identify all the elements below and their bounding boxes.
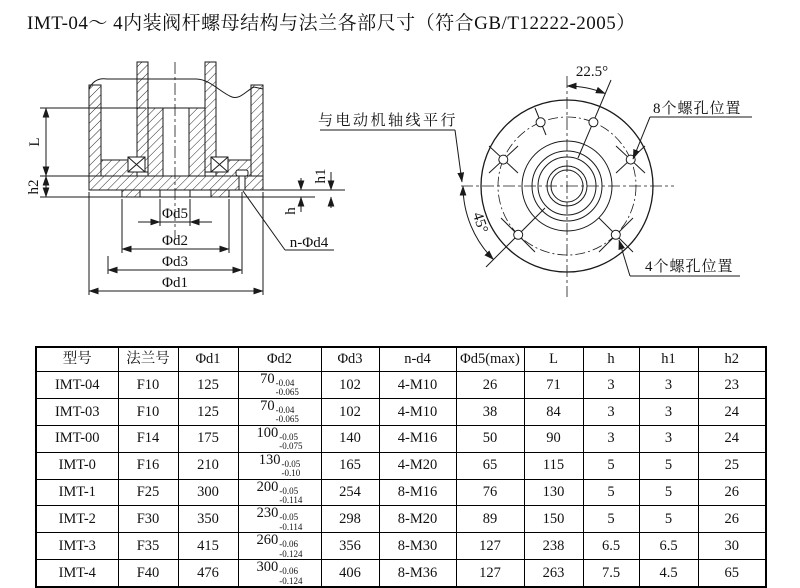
col-d5max: Φd5(max)	[456, 347, 524, 372]
dim-label-d5: Φd5	[162, 206, 188, 222]
bearing-right	[211, 157, 228, 172]
table-header-row	[36, 347, 766, 372]
flange-labels	[318, 64, 742, 275]
table-row: IMT-03 F10 125 70 -0.04 -0.065 102 4-M10 38 84 3 3 24	[36, 398, 766, 425]
page-title: IMT-04～ 4内装阀杆螺母结构与法兰各部尺寸（符合GB/T12222-2005）	[27, 13, 636, 34]
angle-arc-22-5	[567, 86, 605, 94]
dim-label-nd4: n-Φd4	[289, 235, 329, 251]
col-L: L	[524, 347, 583, 372]
table-row: IMT-04 F10 125 70 -0.04 -0.065 102 4-M10 26 71 3 3 23	[36, 372, 766, 399]
col-d1: Φd1	[178, 347, 238, 372]
bearing-left	[128, 157, 145, 172]
col-model: 型号	[36, 347, 118, 372]
table-row: IMT-00 F14 175 100 -0.05 -0.075 140 4-M16 50 90 3 3 24	[36, 425, 766, 452]
dim-label-d3: Φd3	[162, 254, 188, 270]
bolt-holes	[486, 80, 645, 267]
table-row: IMT-1 F25 300 200 -0.05 -0.114 254 8-M16 76 130 5 5 26	[36, 479, 766, 506]
dimension-table	[35, 346, 767, 588]
col-h2: h2	[698, 347, 766, 372]
parallel-note: 与电动机轴线平行	[318, 113, 459, 129]
section-view	[89, 62, 345, 240]
dim-label-h2: h2	[26, 179, 42, 195]
col-d3: Φd3	[321, 347, 379, 372]
dim-label-d1: Φd1	[162, 275, 188, 291]
table-row: IMT-0 F16 210 130 -0.05 -0.10 165 4-M20 65 115 5 5 25	[36, 452, 766, 479]
table-row: IMT-4 F40 476 300 -0.06 -0.124 406 8-M36 127 263 7.5 4.5 65	[36, 560, 766, 587]
col-h: h	[583, 347, 639, 372]
col-h1: h1	[639, 347, 698, 372]
dim-label-d2: Φd2	[162, 233, 188, 249]
dim-label-h: h	[283, 207, 299, 215]
section-dim-labels	[26, 137, 329, 291]
col-nd4: n-d4	[379, 347, 456, 372]
table-row: IMT-2 F30 350 230 -0.05 -0.114 298 8-M20 89 150 5 5 26	[36, 506, 766, 533]
holes8-note: 8个螺孔位置	[653, 101, 742, 117]
angle-label-45: 45°	[468, 210, 491, 236]
angle-label-22-5: 22.5°	[575, 64, 609, 80]
col-d2: Φd2	[238, 347, 321, 372]
col-flange: 法兰号	[118, 347, 178, 372]
dim-label-L: L	[27, 137, 43, 147]
holes4-note: 4个螺孔位置	[645, 259, 734, 275]
table-row: IMT-3 F35 415 260 -0.06 -0.124 356 8-M30 127 238 6.5 6.5 30	[36, 533, 766, 560]
dim-label-h1: h1	[313, 168, 329, 184]
